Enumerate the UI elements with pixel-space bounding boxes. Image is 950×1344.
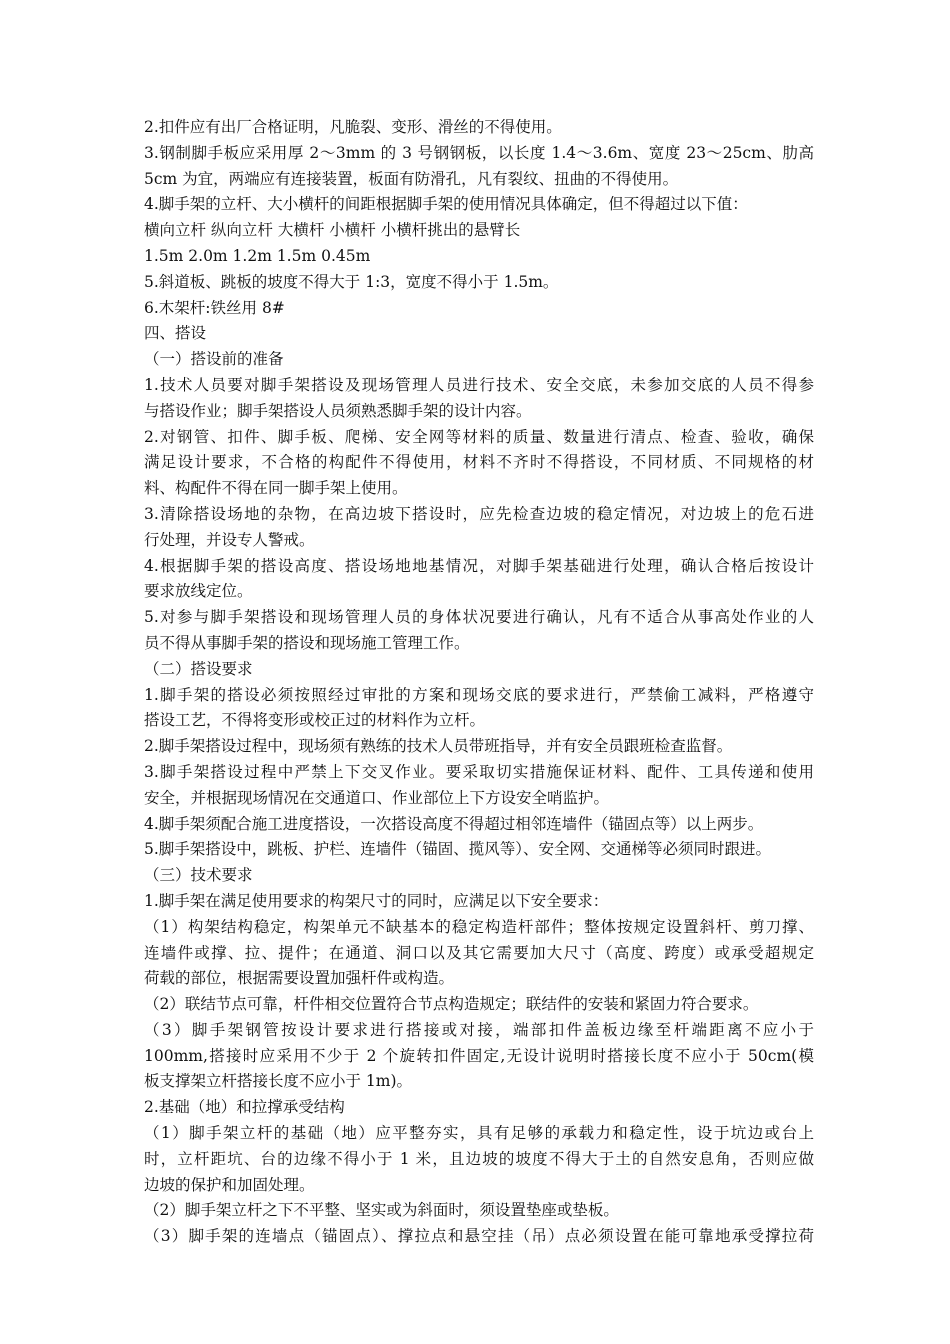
text-line: 横向立杆 纵向立杆 大横杆 小横杆 小横杆挑出的悬臂长 — [144, 221, 521, 240]
text-line: 员不得从事脚手架的搭设和现场施工管理工作。 — [144, 633, 470, 652]
text-line: 2.扣件应有出厂合格证明，凡脆裂、变形、滑丝的不得使用。 — [144, 118, 562, 136]
text-line: 四、搭设 — [144, 324, 207, 343]
text-line: 5cm 为宜，两端应有连接装置，板面有防滑孔，凡有裂纹、扭曲的不得使用。 — [144, 169, 679, 188]
text-line: 100mm,搭接时应采用不少于 2 个旋转扣件固定,无设计说明时搭接长度不应小于 50cm(模 — [144, 1046, 814, 1065]
text-line: 1.脚手架的搭设必须按照经过审批的方案和现场交底的要求进行，严禁偷工减料，严格遵守 — [144, 685, 814, 704]
text-line: 满足设计要求，不合格的构配件不得使用，材料不齐时不得搭设，不同材质、不同规格的材 — [144, 453, 814, 472]
text-line: 5.对参与脚手架搭设和现场管理人员的身体状况要进行确认，凡有不适合从事高处作业的人 — [144, 608, 814, 627]
text-line: 安全，并根据现场情况在交通道口、作业部位上下方设安全哨监护。 — [144, 788, 610, 807]
text-line: 板支撑架立杆搭接长度不应小于 1m)。 — [144, 1072, 413, 1091]
text-line: （1）构架结构稳定，构架单元不缺基本的稳定构造杆部件；整体按规定设置斜杆、剪刀撑、 — [144, 917, 814, 936]
text-line: 4.脚手架的立杆、大小横杆的间距根据脚手架的使用情况具体确定，但不得超过以下值： — [144, 195, 748, 214]
text-line: 3.清除搭设场地的杂物，在高边坡下搭设时，应先检查边坡的稳定情况，对边坡上的危石进 — [144, 504, 814, 523]
text-line: 2.对钢管、扣件、脚手板、爬梯、安全网等材料的质量、数量进行清点、检查、验收，确保 — [144, 427, 814, 446]
text-line: （2）联结节点可靠，杆件相交位置符合节点构造规定；联结件的安装和紧固力符合要求。 — [144, 995, 759, 1014]
text-line: 行处理，并设专人警戒。 — [144, 530, 315, 549]
text-line: 料、构配件不得在同一脚手架上使用。 — [144, 479, 408, 498]
text-line: 5.脚手架搭设中，跳板、护栏、连墙件（锚固、揽风等）、安全网、交通梯等必须同时跟进。 — [144, 840, 772, 859]
text-line: 连墙件或撑、拉、提件；在通道、洞口以及其它需要加大尺寸（高度、跨度）或承受超规定 — [144, 943, 814, 962]
text-line: 3.脚手架搭设过程中严禁上下交叉作业。要采取切实措施保证材料、配件、工具传递和使用 — [144, 762, 814, 781]
text-line: 3.钢制脚手板应采用厚 2～3mm 的 3 号钢钢板，以长度 1.4～3.6m、宽度 23～25cm、肋高 — [144, 143, 814, 162]
text-line: 搭设工艺，不得将变形或校正过的材料作为立杆。 — [144, 711, 486, 730]
text-line: 1.脚手架在满足使用要求的构架尺寸的同时，应满足以下安全要求： — [144, 891, 609, 910]
text-line: 4.根据脚手架的搭设高度、搭设场地地基情况，对脚手架基础进行处理，确认合格后按设计 — [144, 556, 814, 575]
text-line: 2.脚手架搭设过程中，现场须有熟练的技术人员带班指导，并有安全员跟班检查监督。 — [144, 737, 733, 756]
text-line: 2.基础（地）和拉撑承受结构 — [144, 1098, 345, 1117]
text-line: （2）脚手架立杆之下不平整、坚实或为斜面时，须设置垫座或垫板。 — [144, 1201, 619, 1220]
text-line: 边坡的保护和加固处理。 — [144, 1175, 315, 1194]
text-line: （3）脚手架的连墙点（锚固点）、撑拉点和悬空挂（吊）点必须设置在能可靠地承受撑拉荷 — [144, 1227, 814, 1246]
text-line: （3）脚手架钢管按设计要求进行搭接或对接，端部扣件盖板边缘至杆端距离不应小于 — [144, 1020, 814, 1039]
text-line: （1）脚手架立杆的基础（地）应平整夯实，具有足够的承载力和稳定性，设于坑边或台上 — [144, 1124, 814, 1143]
text-line: 6.木架杆:铁丝用 8# — [144, 298, 285, 317]
text-line: 4.脚手架须配合施工进度搭设，一次搭设高度不得超过相邻连墙件（锚固点等）以上两步。 — [144, 814, 764, 833]
text-line: 荷载的部位，根据需要设置加强杆件或构造。 — [144, 969, 455, 988]
text-line: 要求放线定位。 — [144, 582, 253, 601]
text-line: 1.技术人员要对脚手架搭设及现场管理人员进行技术、安全交底，未参加交底的人员不得参 — [144, 375, 814, 394]
text-line: 5.斜道板、跳板的坡度不得大于 1:3，宽度不得小于 1.5m。 — [144, 272, 559, 291]
text-line: 与搭设作业；脚手架搭设人员须熟悉脚手架的设计内容。 — [144, 401, 532, 420]
text-line: （三）技术要求 — [144, 866, 253, 885]
text-line: 时，立杆距坑、台的边缘不得小于 1 米，且边坡的坡度不得大于土的自然安息角，否则应做 — [144, 1149, 814, 1168]
text-line: （二）搭设要求 — [144, 659, 253, 678]
text-line: 1.5m 2.0m 1.2m 1.5m 0.45m — [144, 246, 371, 265]
text-line: （一）搭设前的准备 — [144, 350, 284, 369]
